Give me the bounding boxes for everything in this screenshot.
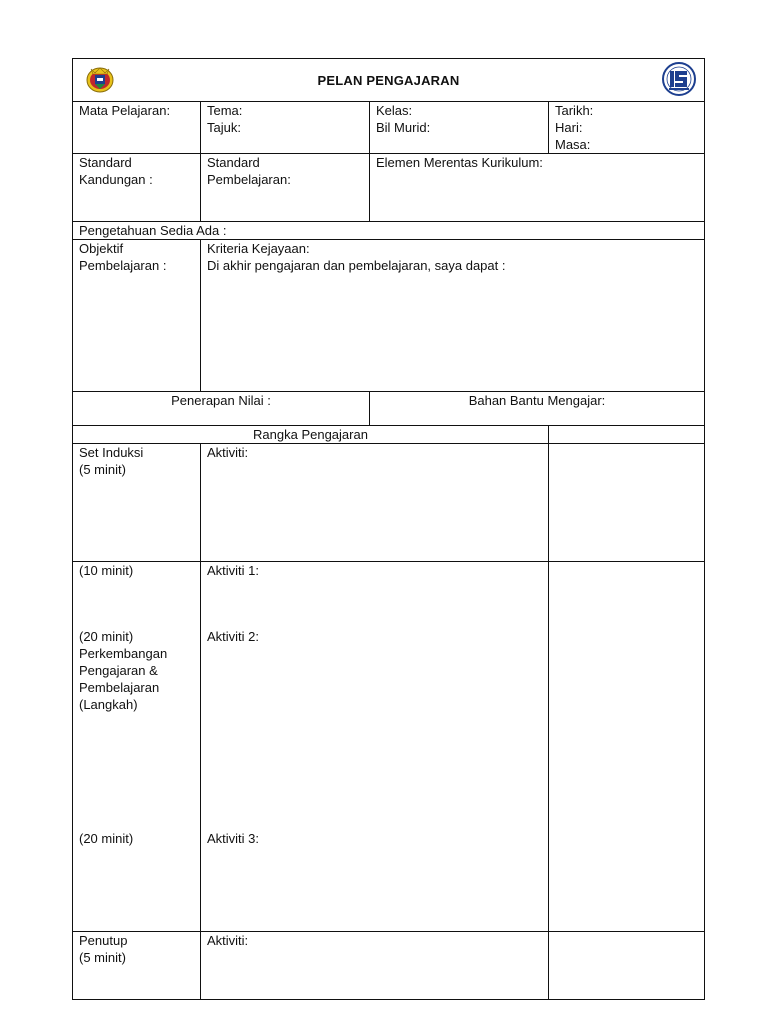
mata-pelajaran-label: Mata Pelajaran: (79, 103, 171, 118)
penutup-label: Penutup (79, 933, 128, 948)
step2-label-1: Perkembangan (79, 646, 168, 661)
masa-label: Masa: (555, 137, 591, 152)
penerapan-nilai-cell (73, 392, 370, 426)
perkembangan-notes-cell (549, 562, 705, 932)
rangka-label: Rangka Pengajaran (253, 427, 368, 442)
penutup-row (73, 932, 705, 1000)
perkembangan-cell (73, 562, 201, 932)
kriteria-label: Kriteria Kejayaan: (207, 241, 310, 256)
ks-seal-icon (661, 61, 697, 97)
kriteria-description: Di akhir pengajaran dan pembelajaran, saya dapat : (207, 258, 506, 273)
step2-label-4: (Langkah) (79, 697, 138, 712)
step3-time: (20 minit) (79, 831, 134, 846)
standard-pembelajaran-label-2: Pembelajaran: (207, 172, 291, 187)
standard-pembelajaran-cell (201, 154, 370, 222)
objektif-label-1: Objektif (79, 241, 124, 256)
objektif-label-2: Pembelajaran : (79, 258, 167, 273)
penutup-aktiviti-cell (201, 932, 549, 1000)
school-crest-icon (85, 64, 115, 94)
mata-pelajaran-cell (73, 102, 201, 154)
standard-kandungan-label-2: Kandungan : (79, 172, 153, 187)
header-cell (73, 59, 705, 102)
tarikh-cell (549, 102, 705, 154)
elemen-label: Elemen Merentas Kurikulum: (376, 155, 543, 170)
page-title: PELAN PENGAJARAN (317, 72, 460, 88)
rangka-row (73, 426, 705, 444)
info-row (73, 102, 705, 154)
set-induksi-aktiviti-label: Aktiviti: (207, 445, 249, 460)
set-induksi-notes-cell (549, 444, 705, 562)
pengetahuan-label: Pengetahuan Sedia Ada : (79, 223, 227, 238)
perkembangan-aktiviti-cell (201, 562, 549, 932)
bil-murid-label: Bil Murid: (376, 120, 431, 135)
objektif-row (73, 240, 705, 392)
pengetahuan-row (73, 222, 705, 240)
kriteria-cell (201, 240, 705, 392)
penutup-notes-cell (549, 932, 705, 1000)
step2-block (79, 628, 167, 713)
set-induksi-label: Set Induksi (79, 445, 144, 460)
tema-label: Tema: (207, 103, 243, 118)
standard-kandungan-cell (73, 154, 201, 222)
tema-cell (201, 102, 370, 154)
tarikh-label: Tarikh: (555, 103, 594, 118)
lesson-plan-page (72, 58, 704, 996)
hari-label: Hari: (555, 120, 583, 135)
objektif-cell (73, 240, 201, 392)
perkembangan-row (73, 562, 705, 932)
bahan-bantu-label: Bahan Bantu Mengajar: (468, 393, 606, 408)
kelas-label: Kelas: (376, 103, 413, 118)
rangka-notes-cell (549, 426, 705, 444)
standard-pembelajaran-label-1: Standard (207, 155, 260, 170)
penutup-cell (73, 932, 201, 1000)
penutup-time: (5 minit) (79, 950, 126, 965)
step2-label-3: Pembelajaran (79, 680, 160, 695)
penerapan-nilai-label: Penerapan Nilai : (171, 393, 271, 408)
step2-time: (20 minit) (79, 629, 134, 644)
step3-aktiviti-label: Aktiviti 3: (207, 831, 260, 846)
step2-aktiviti-label: Aktiviti 2: (207, 629, 260, 644)
set-induksi-cell (73, 444, 201, 562)
set-induksi-aktiviti-cell (201, 444, 549, 562)
set-induksi-row (73, 444, 705, 562)
step1-aktiviti-label: Aktiviti 1: (207, 563, 260, 578)
penutup-aktiviti-label: Aktiviti: (207, 933, 249, 948)
nilai-row (73, 392, 705, 426)
bahan-bantu-cell (370, 392, 705, 426)
elemen-cell (370, 154, 705, 222)
pengetahuan-cell (73, 222, 705, 240)
rangka-cell (73, 426, 549, 444)
step2-label-2: Pengajaran & (79, 663, 158, 678)
kelas-cell (370, 102, 549, 154)
standard-row (73, 154, 705, 222)
header-row (73, 59, 705, 102)
standard-kandungan-label-1: Standard (79, 155, 132, 170)
set-induksi-time: (5 minit) (79, 462, 126, 477)
lesson-plan-table (72, 58, 705, 1000)
tajuk-label: Tajuk: (207, 120, 241, 135)
step1-time: (10 minit) (79, 563, 134, 578)
